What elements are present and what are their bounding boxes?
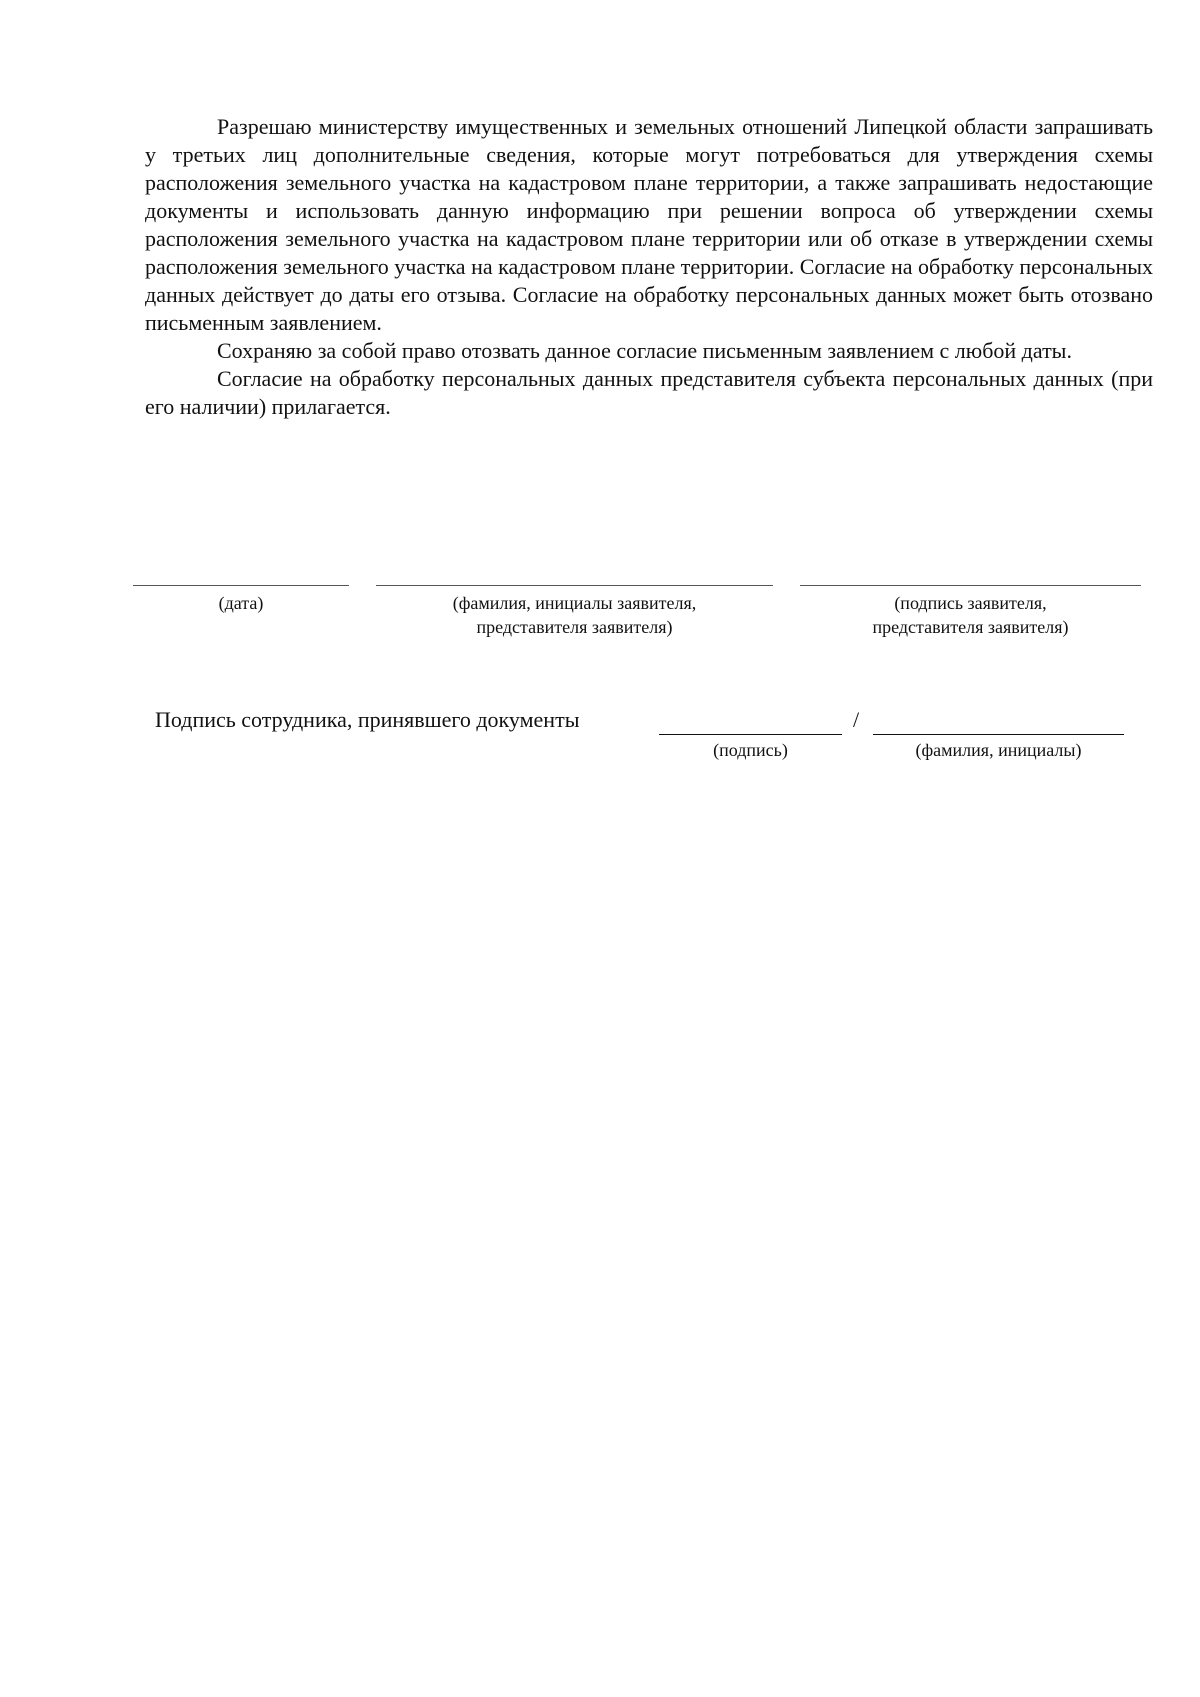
staff-signature-label: Подпись сотрудника, принявшего документы	[155, 707, 580, 732]
applicant-name-line	[376, 585, 773, 586]
applicant-signature-caption-line2: представителя заявителя)	[872, 617, 1069, 637]
applicant-name-caption-line1: (фамилия, инициалы заявителя,	[452, 593, 697, 613]
applicant-signature-caption-line1: (подпись заявителя,	[894, 593, 1047, 613]
staff-signature-caption: (подпись)	[713, 740, 788, 760]
consent-paragraph-2: Сохраняю за собой право отозвать данное согласие письменным заявлением с любой даты.	[217, 338, 1072, 363]
staff-name-line	[873, 734, 1124, 735]
consent-body	[145, 113, 1153, 421]
applicant-name-field	[376, 585, 773, 639]
consent-paragraph-1: Разрешаю министерству имущественных и земельных отношений Липецкой области запрашивать у третьих лиц дополнительные сведения, которые могут потребоваться для утверждения схемы расположения земельного участка на кадастровом плане территории, а также запрашивать недостающие документы и использовать данную информацию при решении вопроса об утверждении схемы расположения земельного участка на кадастровом плане территории или об отказе в утверждении схемы расположения земельного участка на кадастровом плане территории. Согласие на обработку персональных данных действует до даты его отзыва. Согласие на обработку персональных данных может быть отозвано письменным заявлением.	[145, 114, 1153, 335]
staff-signature-line	[659, 734, 842, 735]
applicant-signature-line	[800, 585, 1141, 586]
date-signature-field	[133, 585, 349, 615]
staff-name-caption: (фамилия, инициалы)	[915, 740, 1082, 760]
applicant-name-caption-line2: представителя заявителя)	[476, 617, 673, 637]
applicant-signature-field	[800, 585, 1141, 639]
date-line	[133, 585, 349, 586]
staff-separator: /	[853, 707, 860, 732]
consent-paragraph-3: Согласие на обработку персональных данных представителя субъекта персональных данных (при его наличии) прилагается.	[145, 366, 1153, 419]
date-caption: (дата)	[218, 593, 264, 613]
